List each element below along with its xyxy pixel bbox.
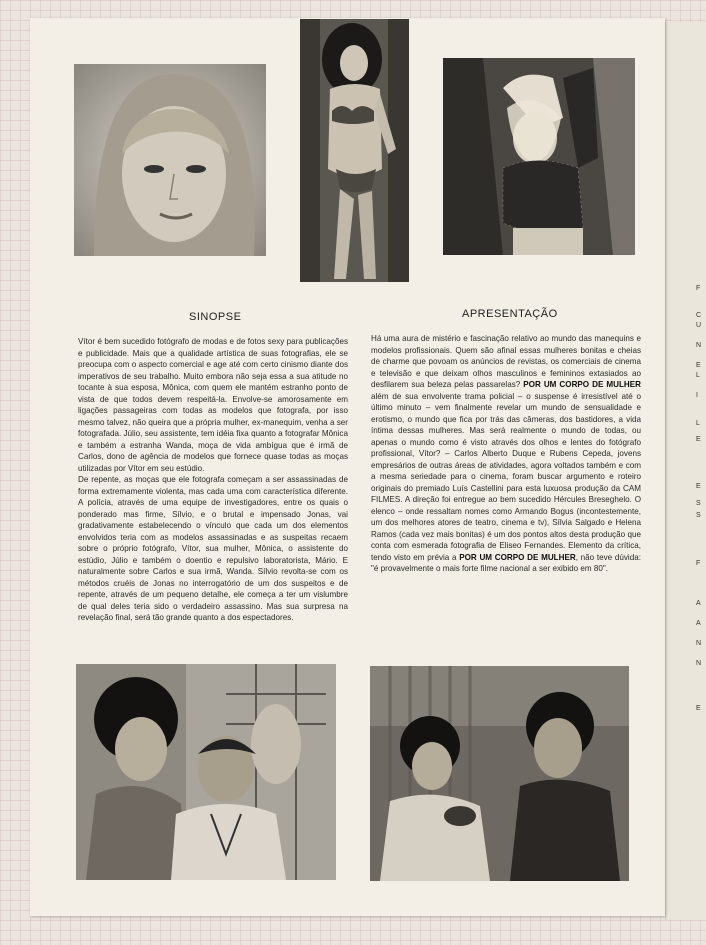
apresentacao-heading: APRESENTAÇÃO — [462, 308, 558, 320]
edge-letter: C — [696, 312, 702, 319]
edge-letter: E — [696, 483, 701, 490]
edge-letter: F — [696, 560, 701, 567]
photo-two-men — [76, 664, 336, 880]
apresentacao-paragraph — [371, 333, 641, 575]
edge-letter: N — [696, 640, 702, 647]
sinopse-paragraph-1: Vítor é bem sucedido fotógrafo de modas e de fotos sexy para publicações e publicidade. Mais que a qualidade artística de suas fotografias, ele se preocupa com o aspecto comercial e age até com certo cinismo diante dos imperativos de seu trabalho. Muito embora não seja essa a sua atitude no tocante à sua esposa, Mônica, com quem ele mantém estranho ponto de vista de que todos devem respeitá-la. Envolve-se amorosamente em ligações passageiras com todas as modelos que fotografa, por isso mesmo talvez, não queira que a própria mulher, ex-manequim, venha a ser fotografada. Júlio, seu assistente, tem idéia fixa quanto a fotografar Mônica e também a estranha Wanda, moça de vida ambígua que é irmã de Carlos, dono de agência de modelos que fornece quase todas as moças utilizadas por Vítor em seu estúdio. — [78, 337, 348, 473]
edge-letter: A — [696, 600, 701, 607]
sinopse-text — [78, 336, 348, 624]
edge-letter: F — [696, 285, 701, 292]
film-title-2: POR UM CORPO DE MULHER — [459, 552, 576, 562]
next-page-edge — [665, 22, 706, 920]
edge-letter: N — [696, 342, 702, 349]
edge-letter: A — [696, 620, 701, 627]
photo-woman-posing — [443, 58, 635, 255]
edge-letter: I — [696, 392, 698, 399]
edge-letter: S — [696, 512, 701, 519]
apresentacao-text-part-3: , não teve dúvida: "é provavelmente o mais forte filme nacional a ser exibido em 80". — [371, 552, 641, 573]
photo-portrait-woman — [74, 64, 266, 256]
photo-woman-bikini — [300, 19, 409, 282]
photo-woman-and-man — [370, 666, 629, 881]
apresentacao-text-part-2: além de sua envolvente trama policial – o suspense é irresistível até o último minuto – vem finalmente revelar um mundo de sensualidade e erotismo, o mundo que fica por trás das câmeras, dos bastidores, a vida íntima dessas mulheres. Mas será realmente o mundo de todas, ou apenas o mundo como é visto através dos olhos e lentes do fotógrafo profissional, Vítor? – Carlos Alberto Duque e Rubens Cepeda, jovens empresários de outras áreas de atividades, agora voltados também e com a mesma seriedade para o cinema, foram buscar argumento e roteiro originais do premiado Luís Castellini para esta luxuosa produção da CAM FILMES. A direção foi entregue ao bem sucedido Hércules Breseghelo. O elenco – onde ressaltam nomes como Armando Bogus (incontestemente, um dos melhores atores de teatro, cinema e tv), Sílvia Salgado e Helena Ramos (cada vez mais bonitas) é um dos pontos altos desta produção que conta com esmerada fotografia de Eliseo Fernandes. Elemento da crítica, tendo visto em prévia a — [371, 391, 641, 562]
edge-letter: E — [696, 436, 701, 443]
edge-letter: S — [696, 500, 701, 507]
film-title-1: POR UM CORPO DE MULHER — [523, 380, 641, 389]
apresentacao-text-part-1: Há uma aura de mistério e fascinação relativo ao mundo das manequins e modelos profissionais. Quem são afinal essas mulheres bonitas e cheias de charme que povoam os anúncios de revistas, os comerciais de cinema e televisão e que deixam olhos masculinos e femininos extasiados ao desfilarem sua beleza pelas passarelas? — [371, 334, 641, 389]
edge-letter: L — [696, 420, 700, 427]
edge-letter: E — [696, 705, 701, 712]
edge-letter: L — [696, 372, 700, 379]
apresentacao-text — [371, 333, 641, 575]
edge-letter: N — [696, 660, 702, 667]
edge-letter: U — [696, 322, 702, 329]
sinopse-heading: SINOPSE — [189, 311, 242, 323]
sinopse-paragraph-2: De repente, as moças que ele fotografa começam a ser assassinadas de forma extremamente violenta, mas cada uma com característica diferente. A polícia, através de uma equipe de investigadores, entre os quais o ponderado mas firme, Sílvio, e o brutal e impensado Jonas, vai gradativamente estabelecendo o vínculo que cada um dos elementos envolvidos teria com as modelos assassinadas e as suspeitas recaem sobre o próprio fotógrafo, Vítor, sua mulher, Mônica, o assistente do estúdio, Júlio e também o doentio e repulsivo laboratorista, Mário. E naturalmente sobre Carlos e sua irmã, Wanda. Sílvio revolta-se com os métodos cruéis de Jonas no interrogatório de um dos suspeitos e de repente, através de um pequeno detalhe, ele começa a ter um vislumbre de qual deles teria sido o verdadeiro assassino. Mas sua surpresa na revelação final, será tão grande quanto a dos espectadores. — [78, 475, 348, 622]
edge-letter: E — [696, 362, 701, 369]
